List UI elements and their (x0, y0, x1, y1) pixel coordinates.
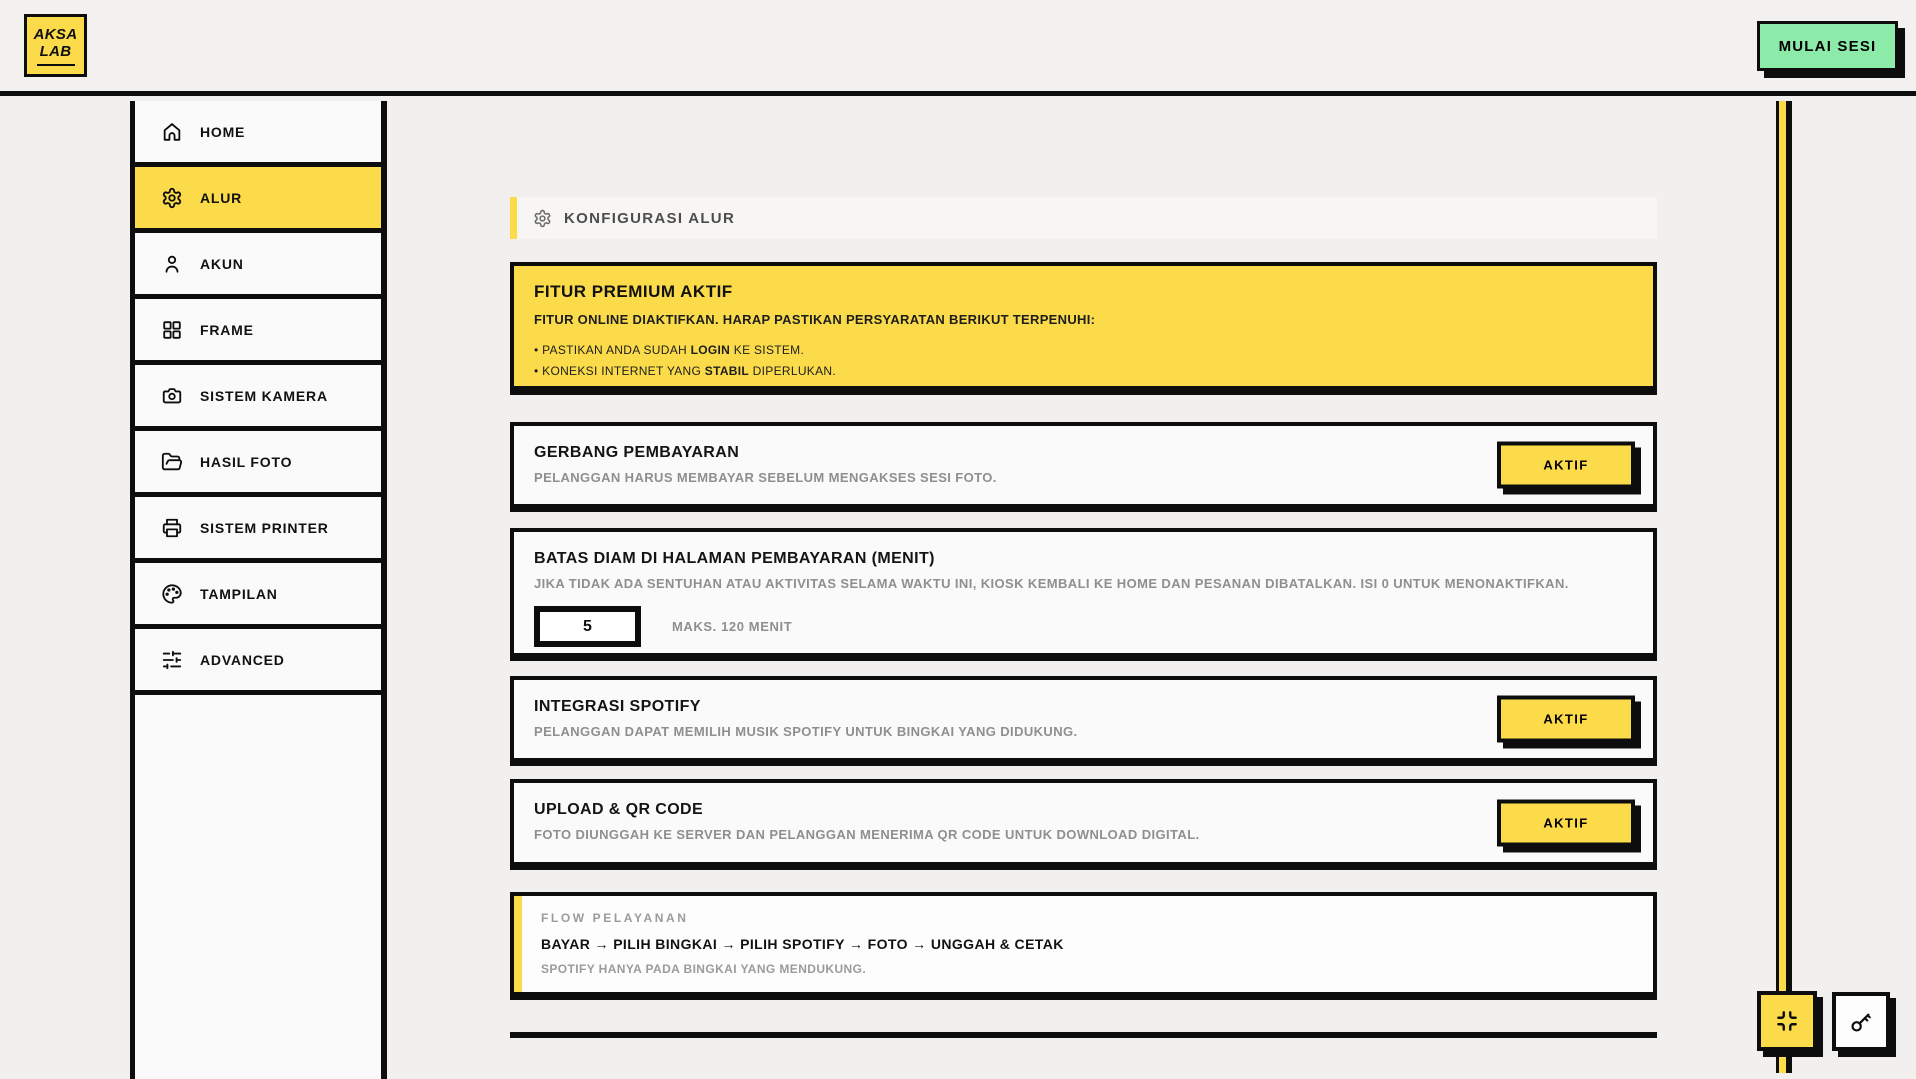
logo-underline (37, 64, 75, 66)
setting-description: JIKA TIDAK ADA SENTUHAN ATAU AKTIVITAS SELAMA WAKTU INI, KIOSK KEMBALI KE HOME DAN PESANAN DIBATALKAN. ISI 0 UNTUK MENONAKTIFKAN. (534, 576, 1569, 591)
sidebar-item-sistem-printer[interactable] (135, 497, 381, 563)
premium-bullets (534, 340, 1633, 382)
flow-note: SPOTIFY HANYA PADA BINGKAI YANG MENDUKUNG. (541, 962, 867, 976)
key-access-button[interactable] (1832, 992, 1890, 1051)
sidebar-item-label: HASIL FOTO (200, 453, 293, 470)
setting-card-batas-diam (510, 528, 1657, 657)
section-header (510, 197, 1657, 239)
sidebar-item-label: SISTEM PRINTER (200, 519, 329, 536)
sidebar-item-label: AKUN (200, 255, 244, 272)
start-session-button[interactable]: MULAI SESI (1757, 21, 1898, 71)
flow-label: FLOW PELAYANAN (541, 911, 689, 925)
grid-icon (161, 319, 183, 341)
sidebar-item-advanced[interactable] (135, 629, 381, 695)
bullet-text: DIPERLUKAN. (749, 364, 836, 378)
home-icon (161, 121, 183, 143)
premium-title: FITUR PREMIUM AKTIF (534, 282, 733, 301)
sidebar-item-sistem-kamera[interactable] (135, 365, 381, 431)
collapse-fullscreen-button[interactable] (1757, 991, 1817, 1051)
flow-accent-bar (514, 896, 522, 992)
sidebar-item-label: HOME (200, 123, 246, 140)
bullet-text: • PASTIKAN ANDA SUDAH (534, 343, 691, 357)
bullet-text: • KONEKSI INTERNET YANG (534, 364, 705, 378)
toggle-integrasi-spotify-button[interactable]: AKTIF (1497, 696, 1635, 743)
palette-icon (161, 583, 183, 605)
sidebar-item-alur[interactable] (135, 167, 381, 233)
timeout-max-hint: MAKS. 120 MENIT (672, 619, 793, 634)
key-icon (1848, 1009, 1874, 1035)
flow-steps: BAYAR → PILIH BINGKAI → PILIH SPOTIFY → FOTO → UNGGAH & CETAK (541, 936, 1064, 952)
setting-title: BATAS DIAM DI HALAMAN PEMBAYARAN (MENIT) (534, 550, 935, 567)
scrollbar-thumb[interactable] (1776, 101, 1792, 1073)
page-title: KONFIGURASI ALUR (564, 209, 736, 227)
sidebar-item-label: FRAME (200, 321, 254, 338)
folder-open-icon (161, 451, 183, 473)
sidebar-item-frame[interactable] (135, 299, 381, 365)
toggle-gerbang-pembayaran-button[interactable]: AKTIF (1497, 442, 1635, 489)
sidebar-nav (130, 101, 387, 1079)
camera-icon (161, 385, 183, 407)
sidebar-item-label: SISTEM KAMERA (200, 387, 328, 404)
premium-bullet (534, 361, 1633, 382)
sidebar-item-label: ADVANCED (200, 651, 285, 668)
sidebar-item-label: ALUR (200, 189, 243, 206)
sidebar-item-akun[interactable] (135, 233, 381, 299)
timeout-input-row (534, 606, 1633, 647)
logo-line1: AKSA (33, 25, 78, 43)
setting-card-upload-qr (510, 779, 1657, 866)
setting-title: INTEGRASI SPOTIFY (534, 698, 701, 715)
bullet-bold: STABIL (704, 364, 750, 378)
bullet-text: KE SISTEM. (730, 343, 805, 357)
premium-bullet (534, 340, 1633, 361)
bullet-bold: LOGIN (690, 343, 731, 357)
sidebar-item-tampilan[interactable] (135, 563, 381, 629)
collapse-icon (1774, 1008, 1800, 1034)
setting-description: PELANGGAN HARUS MEMBAYAR SEBELUM MENGAKSES SESI FOTO. (534, 470, 997, 485)
sidebar-item-label: TAMPILAN (200, 585, 278, 602)
top-header-bar (0, 0, 1916, 96)
user-icon (161, 253, 183, 275)
timeout-minutes-input[interactable] (534, 606, 641, 647)
setting-description: FOTO DIUNGGAH KE SERVER DAN PELANGGAN MENERIMA QR CODE UNTUK DOWNLOAD DIGITAL. (534, 827, 1200, 842)
setting-card-integrasi-spotify (510, 676, 1657, 762)
sidebar-item-hasil-foto[interactable] (135, 431, 381, 497)
aksa-lab-logo (24, 14, 87, 77)
bottom-section-divider (510, 1032, 1657, 1038)
sidebar-filler (135, 695, 381, 1079)
setting-title: GERBANG PEMBAYARAN (534, 444, 740, 461)
gear-icon (533, 209, 552, 228)
setting-title: UPLOAD & QR CODE (534, 801, 704, 818)
printer-icon (161, 517, 183, 539)
logo-line2: LAB (39, 42, 72, 60)
sliders-icon (161, 649, 183, 671)
gear-icon (161, 187, 183, 209)
toggle-upload-qr-button[interactable]: AKTIF (1497, 799, 1635, 846)
setting-description: PELANGGAN DAPAT MEMILIH MUSIK SPOTIFY UNTUK BINGKAI YANG DIDUKUNG. (534, 724, 1078, 739)
premium-banner (510, 262, 1657, 390)
premium-subtitle: FITUR ONLINE DIAKTIFKAN. HARAP PASTIKAN PERSYARATAN BERIKUT TERPENUHI: (534, 312, 1096, 327)
sidebar-item-home[interactable] (135, 101, 381, 167)
setting-card-gerbang-pembayaran (510, 422, 1657, 508)
flow-pelayanan-card (510, 892, 1657, 996)
